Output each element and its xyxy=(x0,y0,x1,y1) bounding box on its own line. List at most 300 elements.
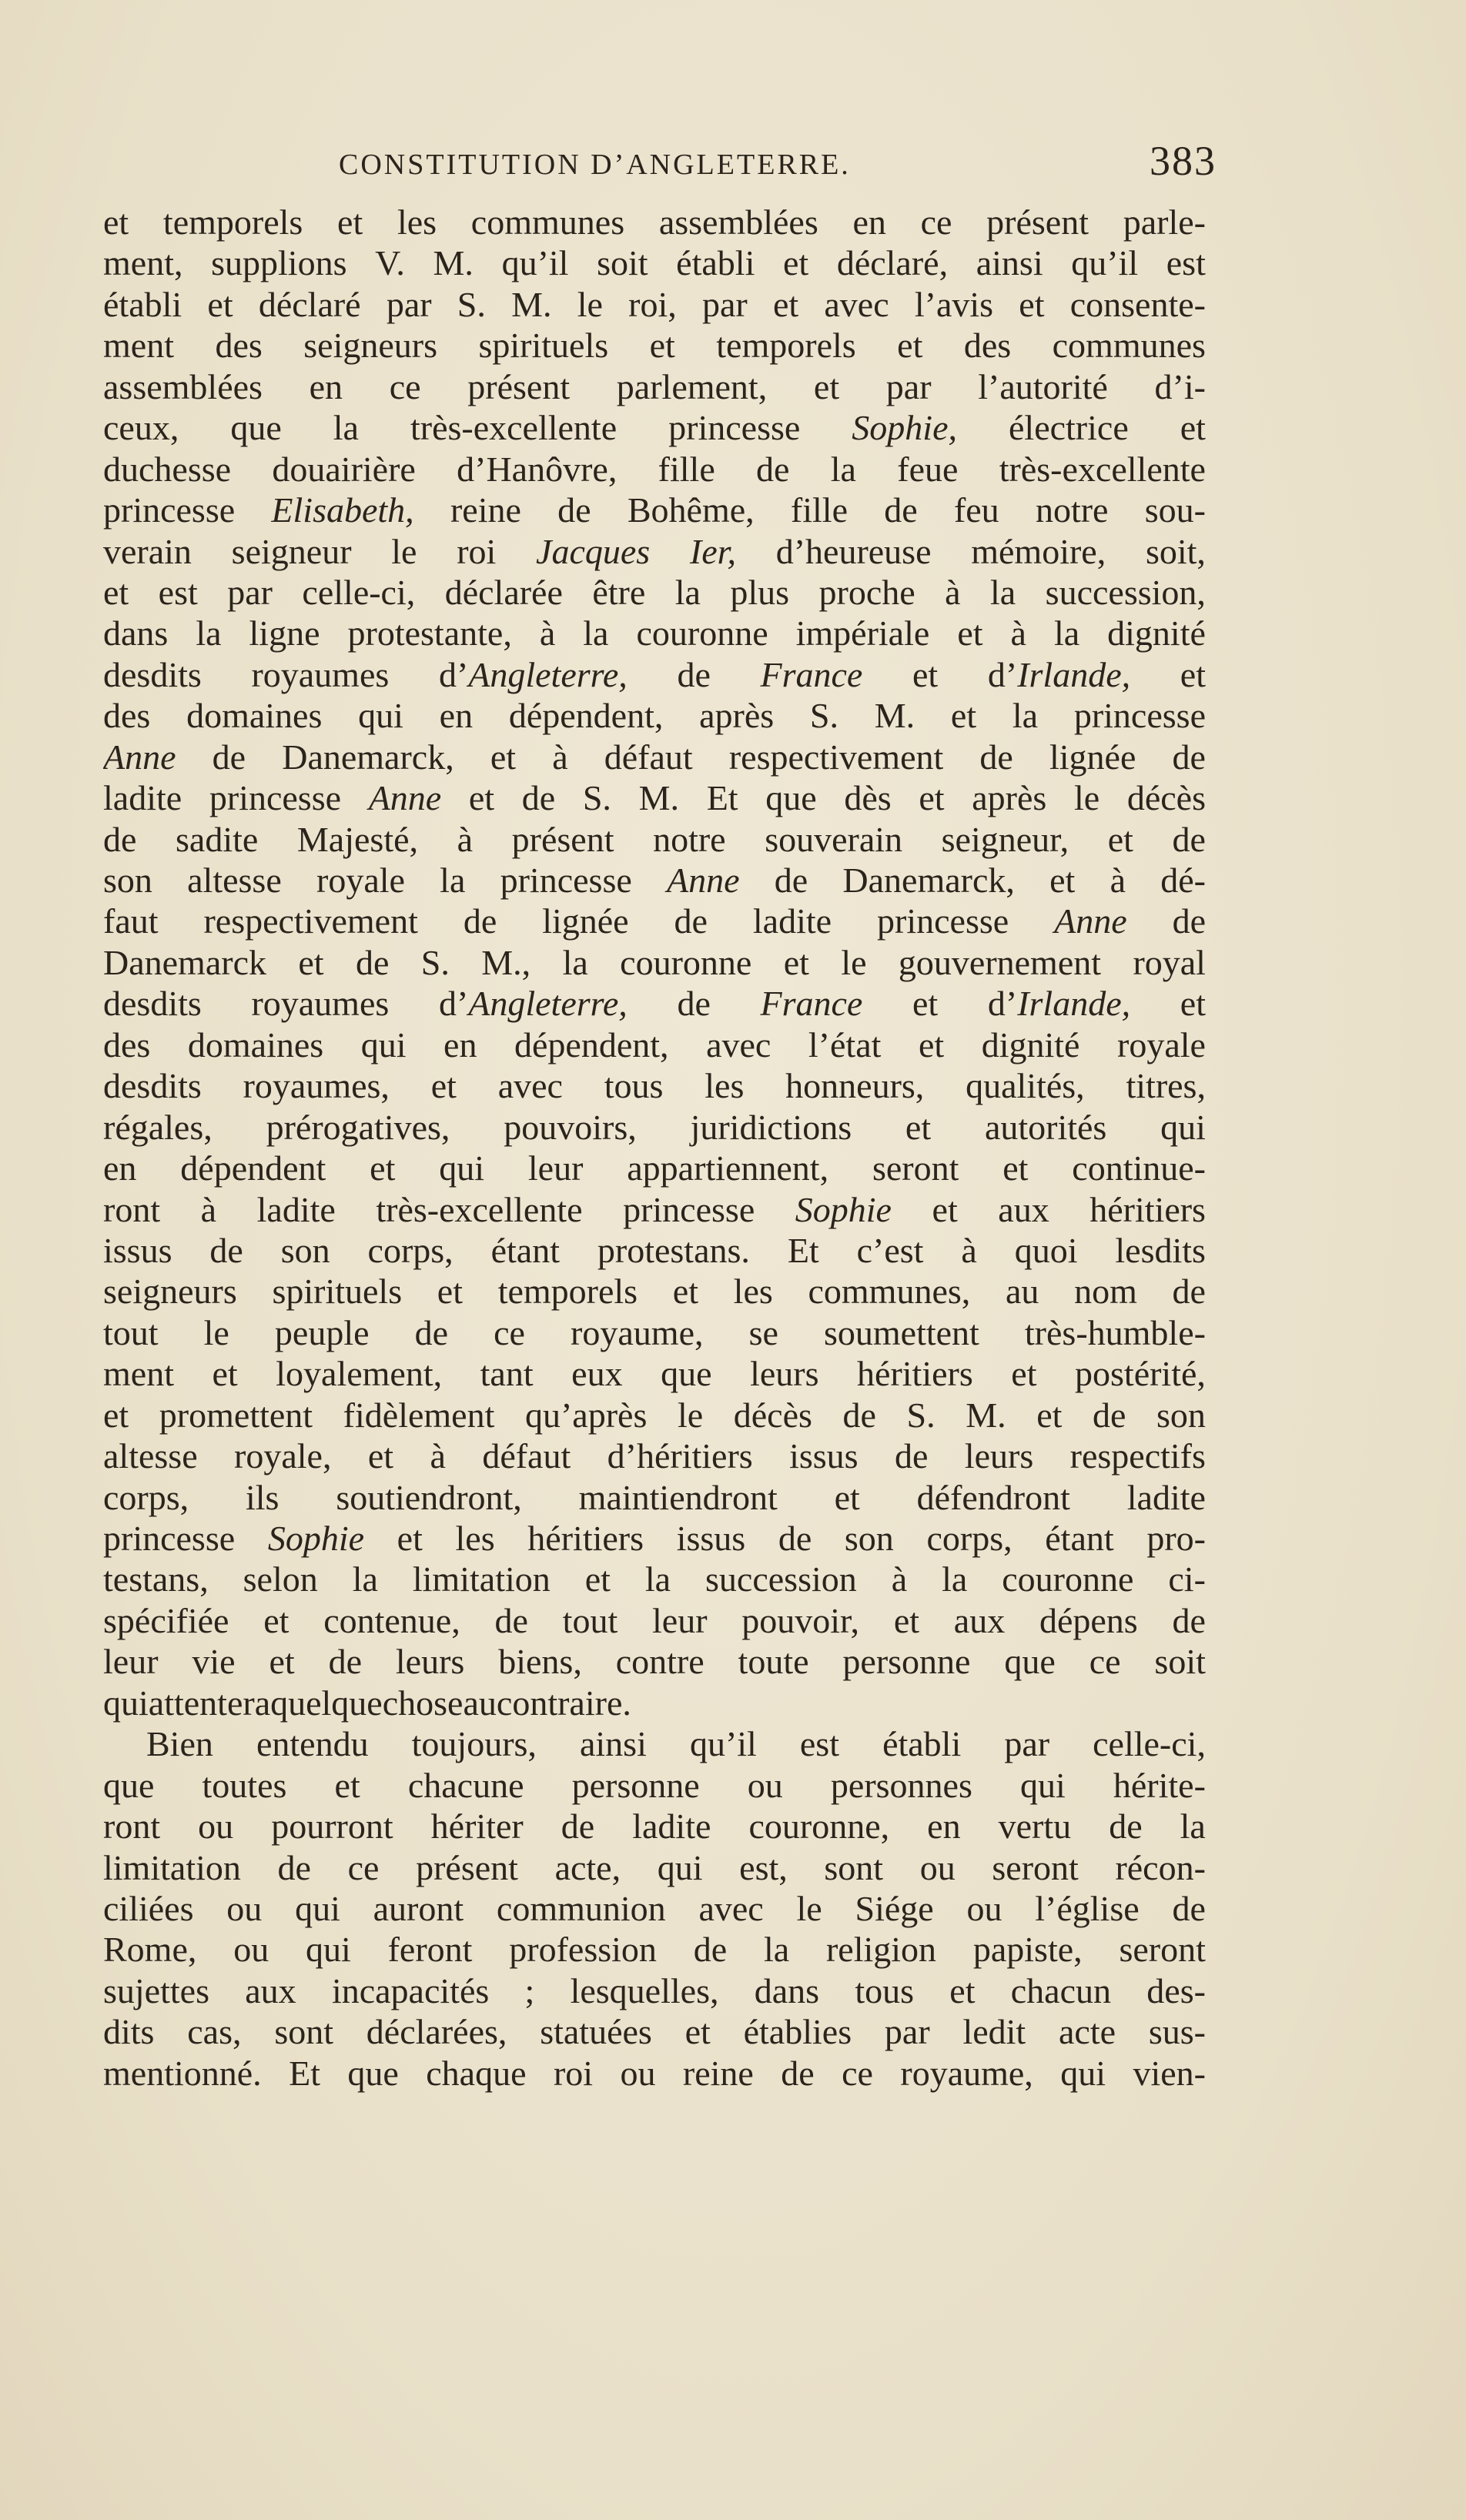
word: dépendent, xyxy=(514,1024,669,1064)
word: qu’il xyxy=(501,243,569,283)
word: contraire. xyxy=(496,1683,631,1723)
word: leurs xyxy=(395,1642,465,1682)
text-line xyxy=(103,531,1206,572)
word: les xyxy=(733,1272,773,1312)
word: parle- xyxy=(1123,202,1206,242)
text-line xyxy=(103,777,1206,818)
word: de xyxy=(1172,901,1206,941)
word: la xyxy=(583,613,609,653)
word: spirituels xyxy=(272,1272,403,1312)
word: qui xyxy=(1160,1107,1206,1147)
word: protestans. xyxy=(597,1230,750,1270)
word: ront xyxy=(103,1806,161,1847)
word: notre xyxy=(1035,490,1109,530)
word: spécifiée xyxy=(103,1600,229,1640)
text-line xyxy=(103,695,1206,736)
word: couronne xyxy=(1002,1559,1134,1599)
word: vien- xyxy=(1133,2053,1206,2093)
word: très-excellente xyxy=(999,449,1206,489)
word: S. xyxy=(457,284,486,324)
text-line xyxy=(103,407,1206,448)
word: héritiers xyxy=(857,1354,973,1394)
word: Et xyxy=(787,1230,819,1270)
word: leurs xyxy=(964,1436,1034,1476)
word: la xyxy=(830,449,856,489)
word: très-excellente xyxy=(410,408,618,448)
word: et xyxy=(337,202,363,242)
word: M. xyxy=(966,1395,1006,1435)
word: chacune xyxy=(407,1765,524,1805)
word: entendu xyxy=(256,1724,369,1764)
word: Sophie xyxy=(267,1519,365,1558)
word: reine xyxy=(682,2053,754,2093)
word: soit xyxy=(597,243,648,283)
word: à xyxy=(552,737,568,777)
word: aux xyxy=(998,1189,1049,1229)
word: d’Irlande, xyxy=(987,984,1131,1024)
word: au xyxy=(1005,1272,1039,1312)
word: consente- xyxy=(1069,284,1206,324)
word: de xyxy=(1172,1888,1206,1928)
word: qui xyxy=(360,1024,407,1064)
word: la xyxy=(352,1559,378,1599)
word: tous xyxy=(855,1970,915,2010)
word: les xyxy=(455,1519,495,1558)
word: est xyxy=(799,1724,839,1764)
word: de xyxy=(1172,1272,1206,1312)
word: de xyxy=(756,449,790,489)
word: Sophie, xyxy=(852,408,957,448)
word: de xyxy=(1172,819,1206,859)
word: proche xyxy=(818,572,915,612)
word: et xyxy=(772,284,799,324)
word: très-excellente xyxy=(376,1189,583,1229)
word: la xyxy=(1012,696,1039,736)
word: reine xyxy=(450,490,521,530)
word: et xyxy=(207,284,233,324)
word: par xyxy=(884,2012,930,2052)
word: à xyxy=(200,1189,217,1229)
text-line xyxy=(103,901,1206,941)
word: titres, xyxy=(1126,1066,1206,1106)
word: royaume, xyxy=(571,1312,704,1352)
word: princesse xyxy=(103,1519,236,1558)
word: dits xyxy=(103,2012,155,2052)
word: ce xyxy=(1089,1642,1121,1682)
word: ou xyxy=(233,1930,269,1970)
word: établi xyxy=(676,243,755,283)
word: ce xyxy=(389,366,421,406)
word: la xyxy=(674,572,701,612)
text-line xyxy=(103,1929,1206,1970)
word: desdits xyxy=(103,654,202,694)
word: contenue, xyxy=(323,1600,460,1640)
word: Jacques xyxy=(536,531,651,571)
word: communes xyxy=(1052,326,1206,366)
word: personne xyxy=(842,1642,971,1682)
word: chose xyxy=(382,1683,464,1723)
word: seront xyxy=(1119,1930,1206,1970)
word: déclaré xyxy=(258,284,361,324)
text-line xyxy=(103,613,1206,653)
word: acte xyxy=(1059,2012,1116,2052)
word: respectifs xyxy=(1069,1436,1206,1476)
word: seront xyxy=(872,1148,959,1188)
word: ceux, xyxy=(103,408,179,448)
word: d’Irlande, xyxy=(987,654,1131,694)
word: ment, xyxy=(103,243,183,283)
word: d’Angleterre, xyxy=(438,984,628,1024)
word: établi xyxy=(882,1724,962,1764)
word: promettent xyxy=(159,1395,313,1435)
word: l’avis xyxy=(914,284,994,324)
word: et xyxy=(672,1272,698,1312)
word: M. xyxy=(433,243,474,283)
word: maintiendront xyxy=(578,1477,778,1517)
word: statuées xyxy=(540,2012,652,2052)
word: en xyxy=(852,202,886,242)
word: princesse xyxy=(1073,696,1206,736)
word: selon xyxy=(243,1559,318,1599)
word: Danemarck xyxy=(103,942,266,982)
word: Danemarck, xyxy=(282,737,454,777)
word: et xyxy=(298,942,324,982)
word: et xyxy=(918,1024,945,1064)
text-line xyxy=(103,490,1206,530)
word: que xyxy=(347,2053,399,2093)
text-line xyxy=(103,449,1206,490)
word: M. xyxy=(638,778,680,818)
word: peuple xyxy=(274,1312,370,1352)
word: la xyxy=(990,572,1016,612)
word: et xyxy=(263,1600,290,1640)
word: notre xyxy=(653,819,726,859)
word: chacun xyxy=(1010,1970,1112,2010)
word: d’Hanôvre, xyxy=(457,449,618,489)
word: de xyxy=(677,654,711,694)
word: respectivement xyxy=(203,901,418,941)
word: de xyxy=(842,1395,876,1435)
word: ladite xyxy=(752,901,832,941)
word: qualités, xyxy=(966,1066,1085,1106)
word: impériale xyxy=(795,613,930,653)
word: Et xyxy=(706,778,738,818)
word: de xyxy=(277,1847,311,1887)
word: déclarée xyxy=(444,572,563,612)
word: Rome, xyxy=(103,1930,197,1970)
word: seront xyxy=(992,1847,1079,1887)
word: princesse xyxy=(209,778,342,818)
word: à xyxy=(457,819,474,859)
word: succession, xyxy=(1045,572,1206,612)
word: fille xyxy=(658,449,715,489)
word: tous xyxy=(604,1066,664,1106)
word: qui xyxy=(657,1847,703,1887)
text-line xyxy=(103,1271,1206,1312)
text-line xyxy=(103,1970,1206,2011)
word: régales, xyxy=(103,1107,213,1147)
word: issus xyxy=(789,1436,859,1476)
word: dès xyxy=(844,778,892,818)
word: supplions xyxy=(211,243,347,283)
word: de xyxy=(674,901,708,941)
word: les xyxy=(705,1066,745,1106)
word: avec xyxy=(706,1024,771,1064)
word: religion xyxy=(825,1930,937,1970)
word: chaque xyxy=(426,2053,527,2093)
word: et xyxy=(269,1642,295,1682)
word: de xyxy=(557,490,591,530)
word: récon- xyxy=(1115,1847,1206,1887)
text-line xyxy=(103,1189,1206,1230)
word: tout xyxy=(562,1600,618,1640)
word: à xyxy=(891,1559,908,1599)
word: ladite xyxy=(1126,1477,1206,1517)
word: et xyxy=(334,1765,360,1805)
word: d’héritiers xyxy=(607,1436,753,1476)
word: que xyxy=(103,1765,155,1805)
word: et xyxy=(649,326,675,366)
word: lignée xyxy=(1049,737,1136,777)
word: étant xyxy=(490,1230,560,1270)
word: et xyxy=(893,1600,920,1640)
text-line xyxy=(103,2011,1206,2052)
word: desdits xyxy=(103,984,202,1024)
word: et xyxy=(370,1148,396,1188)
word: la xyxy=(763,1930,790,1970)
word: le xyxy=(203,1312,229,1352)
word: ou xyxy=(198,1806,234,1847)
word: héritiers xyxy=(527,1519,644,1558)
word: roi xyxy=(457,531,497,571)
text-line xyxy=(103,983,1206,1024)
word: défaut xyxy=(482,1436,571,1476)
word: Anne xyxy=(1054,901,1127,941)
word: ou xyxy=(919,1847,956,1887)
word: qui xyxy=(439,1148,485,1188)
word: Anne xyxy=(103,737,176,777)
text-line xyxy=(103,1107,1206,1148)
word: sont xyxy=(274,2012,333,2052)
word: la xyxy=(333,408,359,448)
page-number: 383 xyxy=(1150,138,1217,184)
word: spirituels xyxy=(478,326,609,366)
word: communes xyxy=(470,202,625,242)
word: de xyxy=(1172,1600,1206,1640)
word: M. xyxy=(511,284,552,324)
word: par xyxy=(227,572,273,612)
word: ront xyxy=(103,1189,161,1229)
word: établies xyxy=(743,2012,852,2052)
word: que xyxy=(1004,1642,1056,1682)
text-line xyxy=(103,737,1206,777)
word: des- xyxy=(1146,1970,1206,2010)
text-line xyxy=(103,860,1206,901)
text-line xyxy=(103,1395,1206,1435)
word: de xyxy=(884,490,918,530)
word: est xyxy=(158,572,198,612)
word: seigneur, xyxy=(941,819,1069,859)
word: soit xyxy=(1154,1642,1206,1682)
word: défaut xyxy=(604,737,693,777)
word: couronne xyxy=(620,942,752,982)
word: fille xyxy=(790,490,848,530)
word: la xyxy=(1180,1806,1206,1847)
word: pourront xyxy=(271,1806,393,1847)
word: la xyxy=(562,942,588,982)
text-line xyxy=(103,1518,1206,1559)
word: et xyxy=(905,1107,932,1147)
text-line xyxy=(103,1065,1206,1106)
word: assemblées xyxy=(658,202,818,242)
word: Sophie xyxy=(795,1189,892,1229)
word: à xyxy=(1010,613,1026,653)
word: feu xyxy=(953,490,999,530)
word: en xyxy=(439,696,474,736)
word: dépens xyxy=(1039,1600,1138,1640)
text-line xyxy=(103,654,1206,695)
word: et xyxy=(103,202,129,242)
word: de xyxy=(693,1930,728,1970)
word: royale xyxy=(316,861,405,900)
word: ci- xyxy=(1168,1559,1206,1599)
word: faut xyxy=(103,901,159,941)
word: et xyxy=(919,778,945,818)
word: des xyxy=(103,696,151,736)
word: aux xyxy=(245,1970,296,2010)
text-line xyxy=(103,1765,1206,1806)
word: établi xyxy=(103,284,182,324)
word: Ier, xyxy=(689,531,736,571)
word: Bohême, xyxy=(627,490,755,530)
text-line xyxy=(103,1353,1206,1394)
word: Majesté, xyxy=(296,819,419,859)
text-line xyxy=(103,202,1206,242)
word: au xyxy=(463,1683,497,1723)
word: le xyxy=(841,942,867,982)
word: dé- xyxy=(1160,861,1206,900)
word: tout xyxy=(103,1312,159,1352)
word: de xyxy=(521,778,556,818)
word: et xyxy=(212,1354,238,1394)
word: la xyxy=(942,1559,968,1599)
text-line xyxy=(103,1148,1206,1188)
word: France xyxy=(760,984,863,1024)
word: l’église xyxy=(1035,1888,1140,1928)
word: le xyxy=(577,284,603,324)
text-line xyxy=(103,942,1206,983)
word: d’heureuse xyxy=(775,531,932,571)
word: communes, xyxy=(808,1272,971,1312)
word: assemblées xyxy=(103,366,263,406)
word: de xyxy=(494,1600,528,1640)
word: ainsi xyxy=(976,243,1043,283)
word: appartiennent, xyxy=(627,1148,829,1188)
word: que xyxy=(765,778,817,818)
word: ; xyxy=(524,1970,535,2010)
word: V. xyxy=(375,243,405,283)
word: avec xyxy=(497,1066,563,1106)
word: ment xyxy=(103,1354,174,1394)
word: et xyxy=(957,613,983,653)
word: pro- xyxy=(1146,1519,1206,1558)
text-line xyxy=(103,325,1206,366)
word: royaumes xyxy=(251,984,390,1024)
word: Anne xyxy=(667,861,740,900)
word: juridictions xyxy=(690,1107,852,1147)
word: de xyxy=(355,942,390,982)
text-line xyxy=(103,1600,1206,1641)
word: de xyxy=(677,984,711,1024)
text-line xyxy=(103,819,1206,860)
word: mentionné. xyxy=(103,2053,262,2093)
word: S. xyxy=(906,1395,935,1435)
word: son xyxy=(280,1230,330,1270)
word: et xyxy=(1019,284,1045,324)
word: décès xyxy=(1126,778,1206,818)
word: leur xyxy=(527,1148,584,1188)
word: présent xyxy=(986,202,1089,242)
word: et xyxy=(782,243,809,283)
word: à xyxy=(430,1436,446,1476)
word: France xyxy=(760,654,863,694)
word: loyalement, xyxy=(276,1354,443,1394)
word: qu’il xyxy=(1071,243,1139,283)
word: dignité xyxy=(981,1024,1080,1064)
word: postérité, xyxy=(1075,1354,1206,1394)
word: d’i- xyxy=(1154,366,1206,406)
word: biens, xyxy=(498,1642,582,1682)
text-line xyxy=(103,1847,1206,1888)
word: à xyxy=(961,1230,977,1270)
word: cas, xyxy=(187,2012,242,2052)
word: domaines xyxy=(186,696,323,736)
word: et xyxy=(1049,861,1076,900)
word: de xyxy=(209,1230,243,1270)
word: Siége xyxy=(855,1888,934,1928)
word: le xyxy=(1073,778,1100,818)
word: feue xyxy=(897,449,959,489)
word: celle-ci, xyxy=(1093,1724,1206,1764)
word: ce xyxy=(494,1312,525,1352)
word: la xyxy=(644,1559,671,1599)
word: ledit xyxy=(962,2012,1026,2052)
word: et xyxy=(1180,984,1206,1024)
word: soit, xyxy=(1145,531,1206,571)
word: de xyxy=(463,901,497,941)
word: des xyxy=(215,326,263,366)
word: Et xyxy=(289,2053,320,2093)
word: à xyxy=(1110,861,1126,900)
word: protestante, xyxy=(347,613,512,653)
word: qu’il xyxy=(689,1724,757,1764)
word: seigneurs xyxy=(303,326,437,366)
word: et xyxy=(950,696,977,736)
word: son xyxy=(1156,1395,1206,1435)
word: tant xyxy=(480,1354,534,1394)
word: défendront xyxy=(916,1477,1070,1517)
word: papiste, xyxy=(972,1930,1083,1970)
word: se xyxy=(748,1312,778,1352)
word: à xyxy=(945,572,961,612)
word: princesse xyxy=(500,861,632,900)
word: mémoire, xyxy=(971,531,1106,571)
word: plus xyxy=(730,572,790,612)
word: et xyxy=(684,2012,711,2052)
text-line xyxy=(103,1312,1206,1353)
word: ce xyxy=(920,202,952,242)
word: aux xyxy=(953,1600,1006,1640)
